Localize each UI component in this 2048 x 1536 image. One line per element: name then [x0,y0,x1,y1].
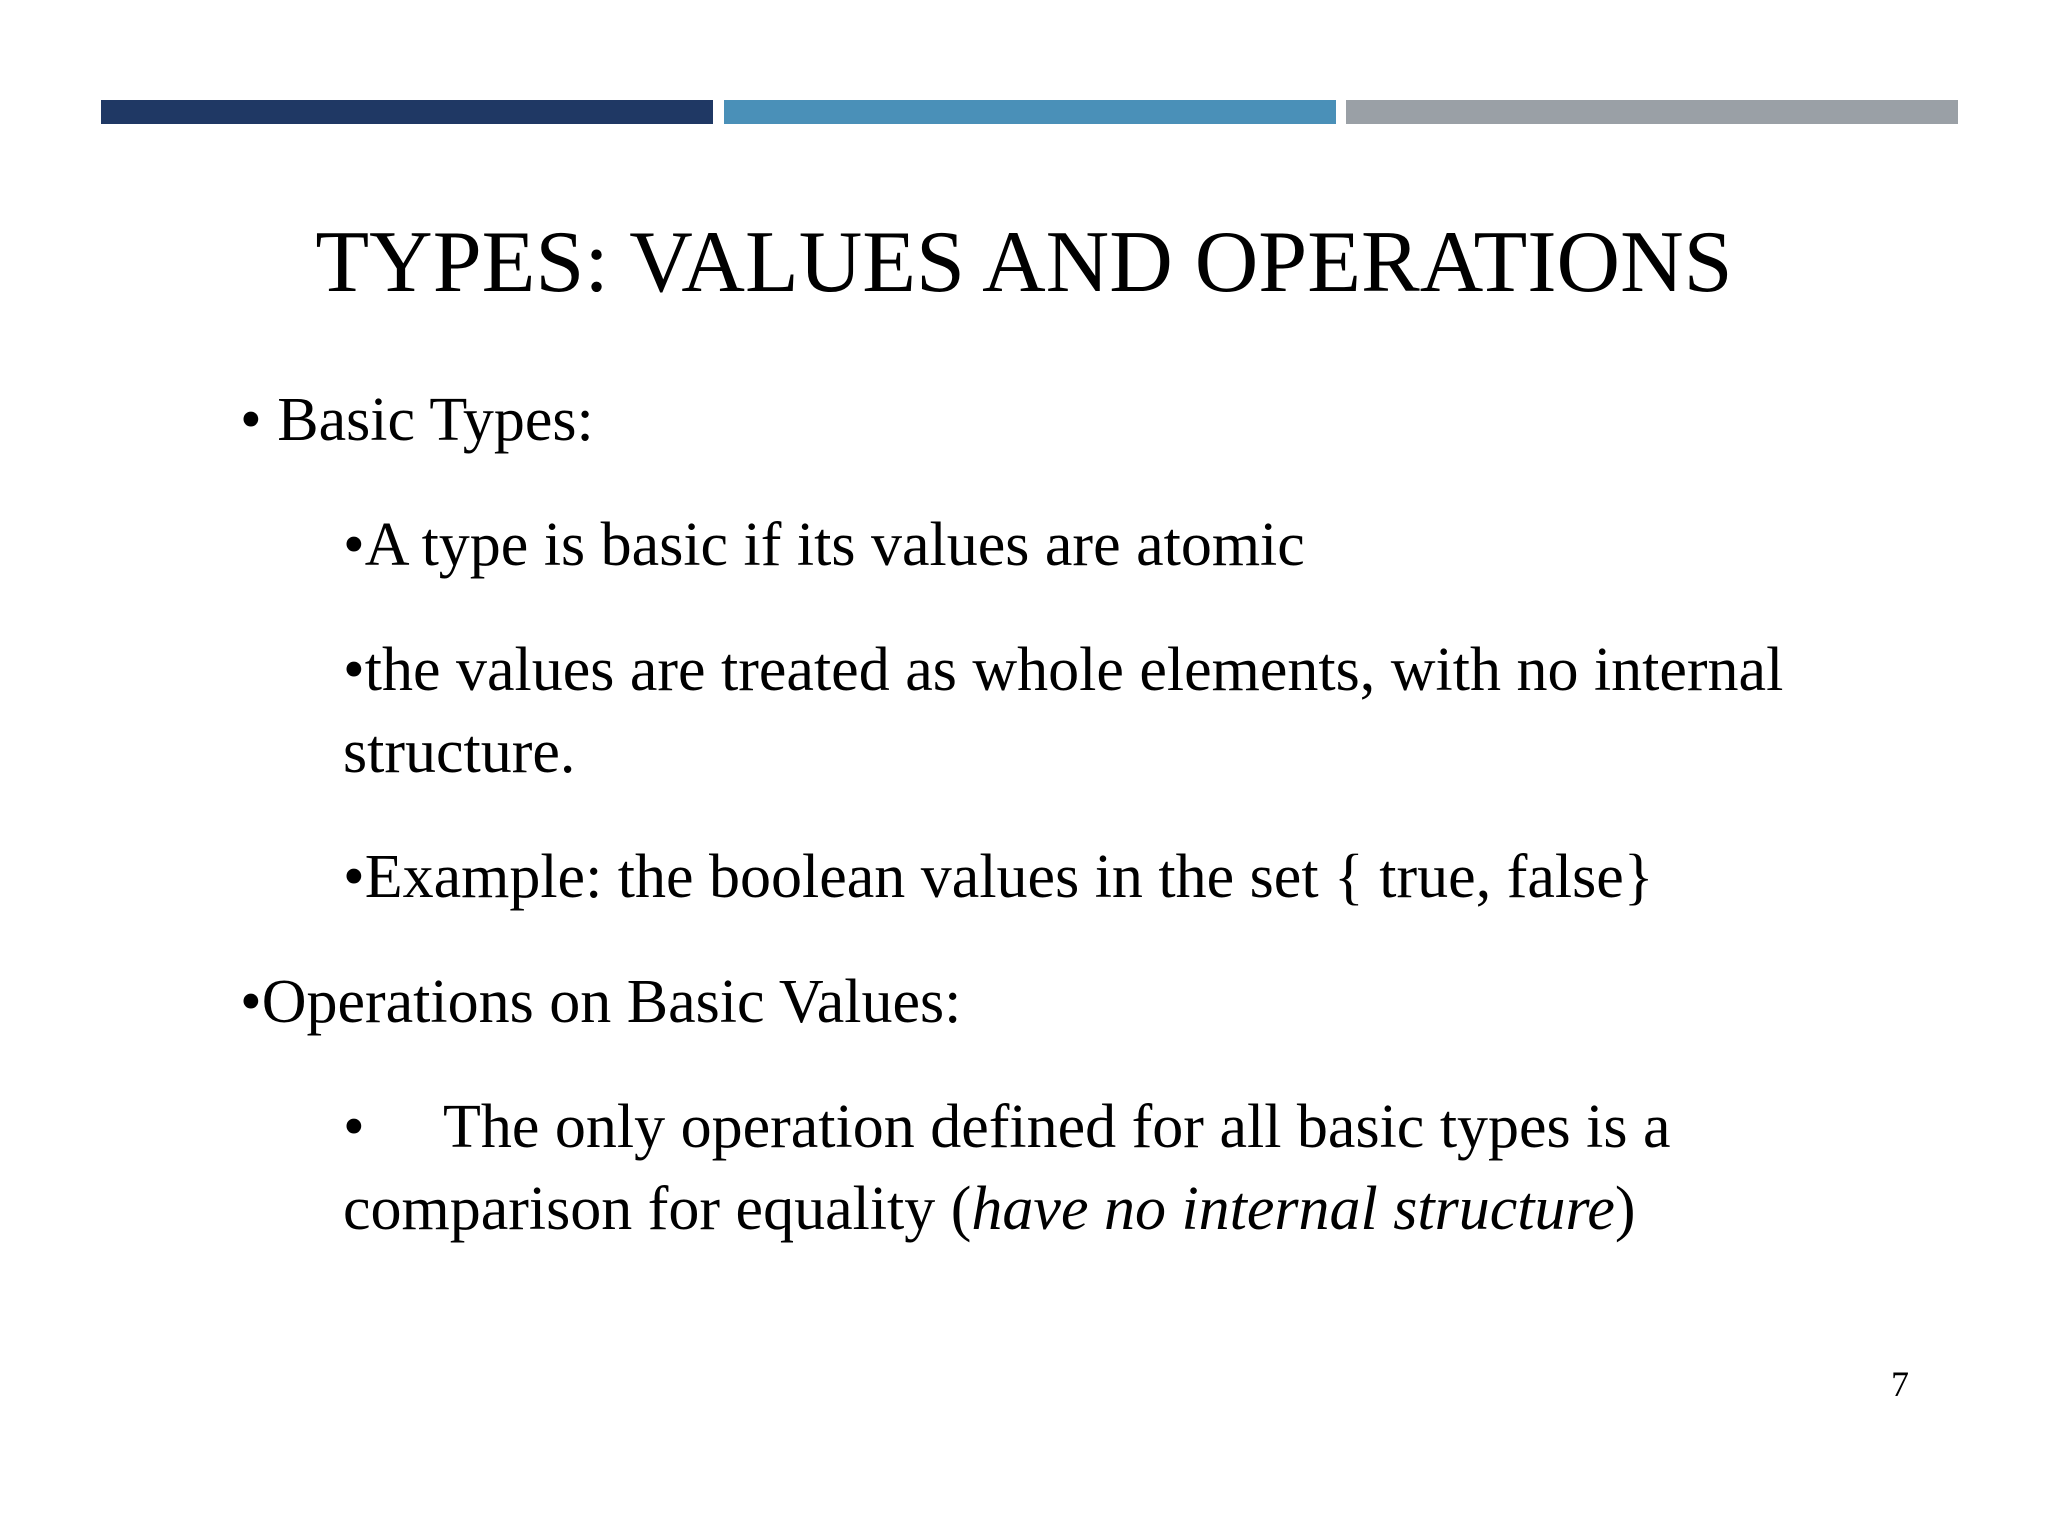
bullet-example [343,837,1654,917]
bullet-text: the values are treated as whole elements, with no internal [364,636,1784,704]
bullet-text: Example: the boolean values in the set { true, false} [364,843,1654,911]
bullet-atomic [343,505,1305,585]
bullet-only-operation-continued [343,1169,1636,1249]
accent-bar-navy [101,100,713,124]
bullet-only-operation [343,1087,1671,1167]
accent-bar-gray [1346,100,1958,124]
accent-bar-blue [724,100,1336,124]
bullet-marker: • [240,386,262,454]
bullet-marker: • [343,511,365,579]
page-number: 7 [1891,1364,1909,1404]
bullet-text: The only operation defined for all basic types is a [443,1093,1671,1161]
text-prefix: comparison for equality ( [343,1175,972,1243]
bullet-marker: • [343,843,365,911]
bullet-text: A type is basic if its values are atomic [364,511,1305,579]
bullet-whole-elements [343,630,1783,710]
bullet-marker: • [240,968,262,1036]
bullet-text: Basic Types: [277,386,594,454]
bullet-operations [240,962,961,1042]
bullet-basic-types [240,380,594,460]
bullet-whole-elements-continued: structure. [343,718,576,786]
bullet-text: Operations on Basic Values: [261,968,962,1036]
text-italic: have no internal structure [971,1175,1615,1243]
slide-title: TYPES: VALUES AND OPERATIONS [315,214,1733,311]
bullet-marker: • [343,636,365,704]
text-suffix: ) [1614,1175,1636,1243]
bullet-marker: • [343,1093,365,1161]
